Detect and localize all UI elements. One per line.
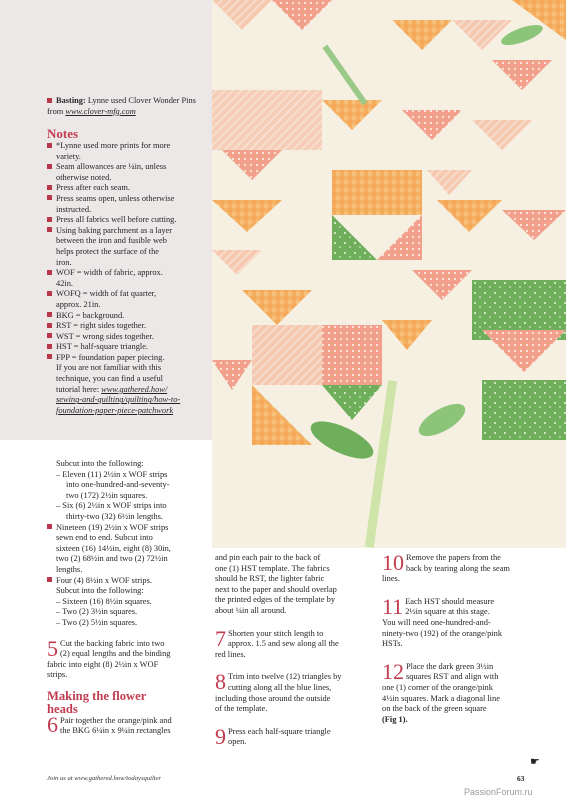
bullet-icon xyxy=(47,524,52,529)
bullet-icon xyxy=(47,344,52,349)
column-2: and pin each pair to the back of one (1) HST template. The fabrics should be RST, the lighter fabric next to the paper and should overlap the printed edges of the template by about ¼in all around. 7 Shorten your stitch length to approx. 1.5 and sew along all the red lines. 8 Trim into twelve (12) triangles by cutting along all the blue lines, including those around the outside of the template. 9 Press each half-square triangle open. xyxy=(215,553,370,748)
list-item: Using baking parchment as a layer between the iron and fusible web helps protect the surface of the iron. xyxy=(47,226,207,268)
watermark: PassionForum.ru xyxy=(464,787,533,797)
step-5: 5 Cut the backing fabric into two (2) equal lengths and the binding fabric into eight (8) 2½in x WOF strips. xyxy=(47,635,171,680)
step-number: 12 xyxy=(382,658,404,684)
basting-note xyxy=(47,96,207,117)
bullet-icon xyxy=(47,270,52,275)
step-number: 11 xyxy=(382,593,404,619)
list-item: WST = wrong sides together. xyxy=(47,332,207,343)
step-number: 7 xyxy=(215,625,226,651)
step-number: 9 xyxy=(215,723,226,749)
basting-label: Basting: xyxy=(56,96,86,105)
bullet-icon xyxy=(47,577,52,582)
bullet-icon xyxy=(47,185,52,190)
step-7: 7 Shorten your stitch length to approx. 1.5 and sew along all the red lines. xyxy=(215,625,339,659)
notes-list xyxy=(47,141,207,416)
step-9: 9 Press each half-square triangle open. xyxy=(215,723,331,749)
bullet-icon xyxy=(47,143,52,148)
fpp-tutorial-link-2[interactable]: sewing-and-quilting/quilting/how-to- xyxy=(56,395,181,405)
footer-text: Join us at www.gathered.how/todaysquilter xyxy=(47,775,162,782)
list-item: Seam allowances are ¼in, unless otherwise noted. xyxy=(47,162,207,183)
bullet-icon xyxy=(47,98,52,103)
basting-link[interactable]: www.clover-mfg.com xyxy=(65,106,136,116)
list-item: WOFQ = width of fat quarter, approx. 21in. xyxy=(47,289,207,310)
step-number: 5 xyxy=(47,635,58,661)
list-item: Nineteen (19) 2½in x WOF strips sewn end to end. Subcut into sixteen (16) 14½in, eight (8) 30in, two (2) 68½in and two (2) 72½in lengths. xyxy=(47,523,207,576)
list-item: BKG = background. xyxy=(47,311,207,322)
list-item: Press after each seam. xyxy=(47,183,207,194)
bullet-icon xyxy=(47,312,52,317)
bullet-icon xyxy=(47,291,52,296)
quilt-photo xyxy=(212,0,566,548)
list-item: Press all fabrics well before cutting. xyxy=(47,215,207,226)
bullet-icon xyxy=(47,217,52,222)
bullet-icon xyxy=(47,227,52,232)
bullet-icon xyxy=(47,195,52,200)
fpp-tutorial-link-3[interactable]: foundation-paper-piece-patchwork xyxy=(56,405,174,415)
step-6: 6 Pair together the orange/pink and the BKG 6¼in x 9¼in rectangles xyxy=(47,711,172,737)
step-number: 6 xyxy=(47,711,58,737)
step-11: 11 Each HST should measure 2½in square at this stage. You will need one-hundred-and- ninety-two (192) of the orange/pink HSTs. xyxy=(382,593,503,649)
list-item: WOF = width of fabric, approx. 42in. xyxy=(47,268,207,289)
list-item: Press seams open, unless otherwise instructed. xyxy=(47,194,207,215)
list-item: FPP = foundation paper piecing. If you are not familiar with this technique, you can find a useful tutorial here: www.gathered.how/ sewing-and-quilting/quilting/how-to- foundation-paper-piece-patchwork xyxy=(47,353,207,417)
list-item: HST = half-square triangle. xyxy=(47,342,207,353)
step-number: 8 xyxy=(215,669,226,695)
notes-heading: Notes xyxy=(47,126,79,141)
column-1: Subcut into the following: – Eleven (11) 2½in x WOF strips into one-hundred-and-seventy- two (172) 2½in squares. – Six (6) 2½in x WOF strips into thirty-two (32) 6½in lengths. Nineteen (19) 2½in x WOF strips sewn end to end. Subcut into sixteen (16) 14½in, eight (8) 30in, two (2) 68½in and two (2) 72½in lengths. Four (4) 8½in x WOF strips. Subcut into the following: – Sixteen (16) 8½in squares. – Two (2) 3½in squares. – Two (2) 5½in squares. 5 Cut the backing fabric into two (2) equal lengths and the binding fabric into eight (8) 2½in x WOF strips. Making the flower heads 6 Pair together the orange/pink and the BKG 6¼in x 9¼in rectangles xyxy=(47,459,207,737)
list-item: RST = right sides together. xyxy=(47,321,207,332)
list-item: *Lynne used more prints for more variety. xyxy=(47,141,207,162)
column-3 xyxy=(382,550,532,725)
bullet-icon xyxy=(47,323,52,328)
quilt-illustration xyxy=(212,0,566,548)
step-12: 12 Place the dark green 3½in squares RST and align with one (1) corner of the orange/pink 4½in squares. Mark a diagonal line on the back of the green square (Fig 1). xyxy=(382,658,500,724)
step-number: 10 xyxy=(382,550,404,575)
bullet-icon xyxy=(47,354,52,359)
section-heading: Making the flower heads xyxy=(47,688,147,716)
step-10: 10 Remove the papers from the back by tearing along the seam lines. xyxy=(382,550,510,584)
page-number: 63 xyxy=(517,774,525,783)
step-8: 8 Trim into twelve (12) triangles by cutting along all the blue lines, including those around the outside of the template. xyxy=(215,669,342,714)
list-item: Four (4) 8½in x WOF strips. Subcut into the following: – Sixteen (16) 8½in squares. – Two (2) 3½in squares. – Two (2) 5½in squares. xyxy=(47,576,207,629)
fig-reference: (Fig 1). xyxy=(382,714,408,724)
fpp-tutorial-link[interactable]: www.gathered.how/ xyxy=(101,384,168,394)
continue-arrow-icon: ☛ xyxy=(530,756,540,768)
basting-text: Lynne used Clover Wonder Pins from xyxy=(47,96,196,116)
subcut-text: Subcut into the following: xyxy=(56,459,144,468)
bullet-icon xyxy=(47,164,52,169)
bullet-icon xyxy=(47,333,52,338)
